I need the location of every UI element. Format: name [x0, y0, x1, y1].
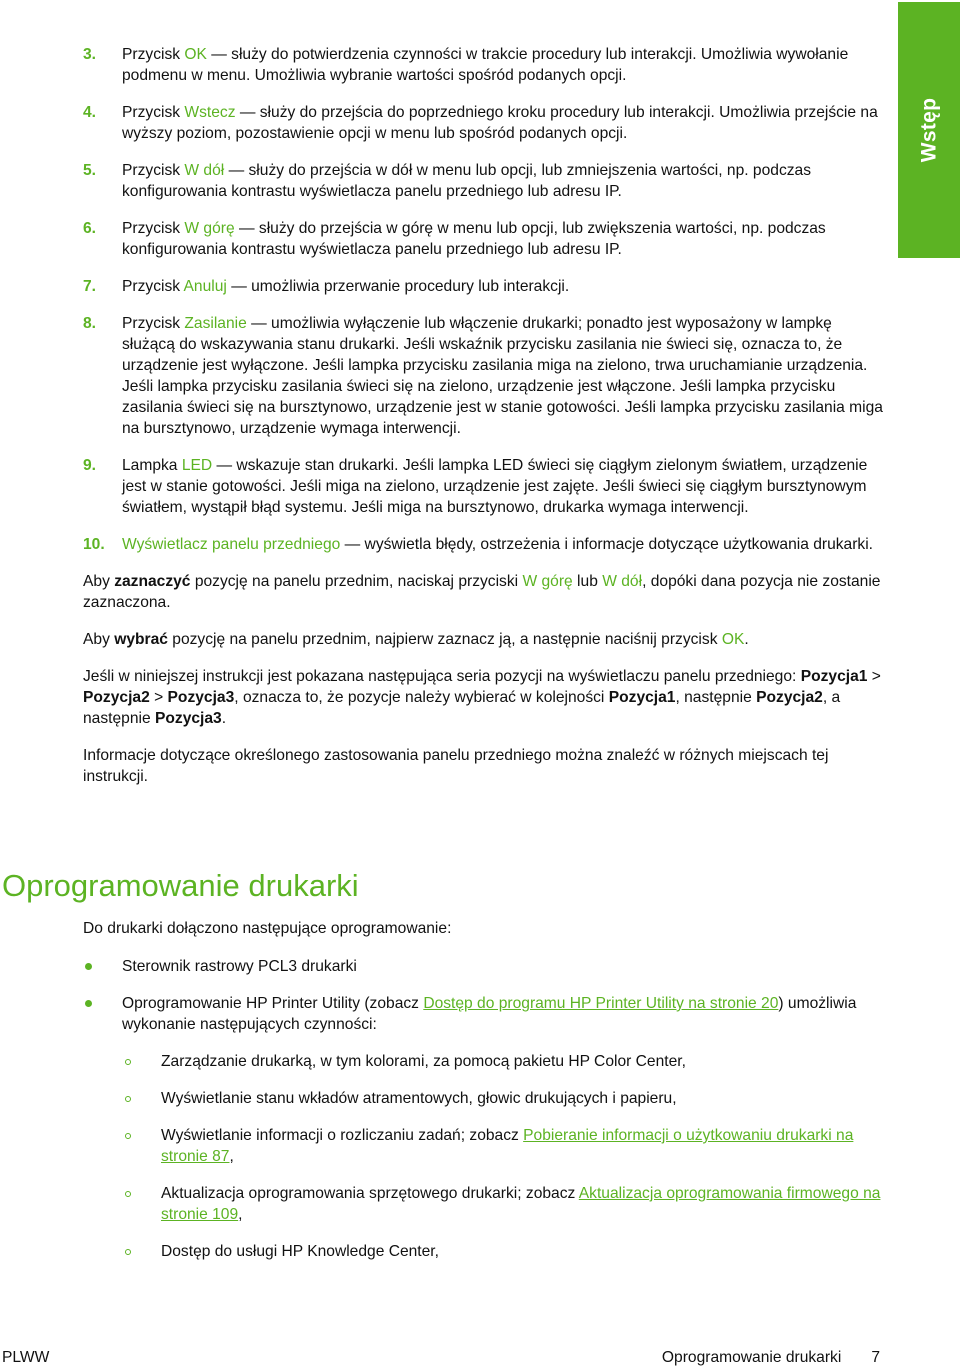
list-item [83, 44, 883, 86]
text-run: . [744, 631, 749, 648]
text-run: Przycisk [122, 162, 185, 179]
bold-term: wybrać [114, 631, 168, 648]
sub-bullet-text [161, 1241, 883, 1262]
item-text [122, 313, 883, 439]
paragraph [83, 629, 883, 650]
text-run: Informacje dotyczące określonego zastosowania panelu przedniego można znaleźć w różnych miejscach tej instrukcji. [83, 747, 829, 785]
text-run: , dopóki dana pozycja nie zostanie zaznaczona. [83, 573, 881, 611]
ui-term: W górę [184, 220, 235, 237]
bold-term: Pozycja2 [83, 689, 150, 706]
text-run: Aktualizacja oprogramowania sprzętowego drukarki; zobacz [161, 1185, 579, 1202]
item-text [122, 102, 883, 144]
text-run: Dostęp do usługi HP Knowledge Center, [161, 1243, 439, 1260]
section-heading: Oprogramowanie drukarki [2, 868, 359, 903]
item-number: 9. [83, 457, 97, 474]
text-run: Przycisk [122, 315, 185, 332]
ui-term: Wstecz [184, 104, 236, 121]
sub-bullet-item [122, 1241, 883, 1262]
software-bullet-list [83, 956, 883, 1294]
software-intro: Do drukarki dołączono następujące oprogramowanie: [83, 920, 452, 937]
text-run: — służy do potwierdzenia czynności w trakcie procedury lub interakcji. Umożliwia wywołanie podmenu w menu. Umożliwia wybranie wartości spośród podanych opcji. [122, 46, 849, 84]
bold-term: zaznaczyć [114, 573, 191, 590]
cross-reference-link[interactable]: Pobieranie informacji o użytkowaniu drukarki na stronie 87 [161, 1127, 854, 1165]
list-item [83, 160, 883, 202]
sub-bullet-list [122, 1051, 883, 1262]
paragraph [83, 666, 883, 729]
text-run: — umożliwia przerwanie procedury lub interakcji. [226, 278, 570, 295]
text-run: Aby [83, 573, 115, 590]
sub-bullet-item [122, 1088, 883, 1109]
hollow-bullet-icon [122, 1088, 161, 1109]
text-run: , [238, 1206, 243, 1223]
ui-term: Zasilanie [184, 315, 247, 332]
text-run: , a następnie [83, 689, 841, 727]
bold-term: Pozycja1 [608, 689, 676, 706]
item-text [122, 455, 883, 518]
bold-term: Pozycja3 [167, 689, 235, 706]
text-run: lub [572, 573, 603, 590]
text-run: — służy do przejścia do poprzedniego kroku procedury lub interakcji. Umożliwia przejście na wyższy poziom, pozostawienie opcji w menu lub spośród podanych opcji. [122, 104, 878, 142]
ui-term: Anuluj [183, 278, 227, 295]
text-run: , następnie [675, 689, 757, 706]
bold-term: Pozycja1 [800, 668, 868, 685]
text-run: — służy do przejścia w górę w menu lub opcji, lub zwiększenia wartości, np. podczas konfigurowania kontrastu wyświetlacza panelu przedniego lub adresu IP. [122, 220, 826, 258]
text-run: — wyświetla błędy, ostrzeżenia i informacje dotyczące użytkowania drukarki. [340, 536, 874, 553]
bold-term: Pozycja3 [154, 710, 222, 727]
text-run: , [229, 1148, 234, 1165]
item-number: 7. [83, 278, 97, 295]
text-run: pozycję na panelu przednim, najpierw zaznacz ją, a następnie naciśnij przycisk [167, 631, 722, 648]
ui-term: W górę [522, 573, 573, 590]
bullet-item [83, 956, 883, 977]
paragraph [83, 571, 883, 613]
text-run: Wyświetlanie stanu wkładów atramentowych, głowic drukujących i papieru, [161, 1090, 677, 1107]
body-text [83, 44, 883, 803]
text-run: Wyświetlanie informacji o rozliczaniu zadań; zobacz [161, 1127, 524, 1144]
sub-bullet-text [161, 1183, 883, 1225]
numbered-list [83, 44, 883, 555]
sub-bullet-text [161, 1051, 883, 1072]
item-number: 4. [83, 104, 97, 121]
paragraphs [83, 571, 883, 787]
text-run: Lampka [122, 457, 182, 474]
bold-term: Pozycja2 [756, 689, 823, 706]
list-item [83, 218, 883, 260]
text-run: Aby [83, 631, 115, 648]
text-run: Oprogramowanie HP Printer Utility (zobacz [122, 995, 424, 1012]
text-run: ) umożliwia wykonanie następujących czynności: [122, 995, 857, 1033]
list-item [83, 102, 883, 144]
text-run: pozycję na panelu przednim, naciskaj przyciski [190, 573, 523, 590]
paragraph [83, 745, 883, 787]
item-text [122, 160, 883, 202]
text-run: > [149, 689, 168, 706]
text-run: Przycisk [122, 278, 184, 295]
ui-term: Wyświetlacz panelu przedniego [122, 536, 341, 553]
hollow-bullet-icon [122, 1183, 161, 1225]
cross-reference-link[interactable]: Dostęp do programu HP Printer Utility na stronie 20 [423, 995, 779, 1012]
list-item [83, 313, 883, 439]
item-text [122, 276, 883, 297]
item-number: 8. [83, 315, 97, 332]
sub-bullet-text [161, 1088, 883, 1109]
hollow-bullet-icon [122, 1125, 161, 1167]
list-item [83, 534, 883, 555]
hollow-bullet-icon [122, 1241, 161, 1262]
list-item [83, 276, 883, 297]
ui-term: OK [721, 631, 745, 648]
ui-term: OK [184, 46, 207, 63]
bullet-dot-icon [83, 956, 122, 977]
text-run: Przycisk [122, 220, 185, 237]
sub-bullet-item [122, 1051, 883, 1072]
bullet-text: Sterownik rastrowy PCL3 drukarki [122, 958, 357, 975]
page-number: 7 [871, 1349, 880, 1366]
text-run: Zarządzanie drukarką, w tym kolorami, za pomocą pakietu HP Color Center, [161, 1053, 686, 1070]
item-number: 3. [83, 46, 97, 63]
ui-term: LED [181, 457, 213, 474]
text-run: . [221, 710, 227, 727]
item-number: 5. [83, 162, 97, 179]
bullet-text [122, 993, 883, 1035]
list-item [83, 455, 883, 518]
item-number: 10. [83, 536, 105, 553]
section-tab-label: Wstęp [917, 97, 940, 163]
sub-bullet-item [122, 1183, 883, 1225]
text-run: > [867, 668, 881, 685]
item-text [122, 218, 883, 260]
footer-right [662, 1348, 880, 1368]
item-text [122, 44, 883, 86]
text-run: — umożliwia wyłączenie lub włączenie drukarki; ponadto jest wyposażony w lampkę służącą do wskazywania stanu drukarki. Jeśli wskaźnik przycisku zasilania nie świeci się, oznacza to, że urządzenie jest wyłączone. Jeśli lampka przycisku zasilania miga na zielono, trwa uruchamianie urządzenia. Jeśli lampka przycisku zasilania świeci się na zielono, urządzenie jest włączone. Jeśli lampka przycisku zasilania świeci się na bursztynowo, urządzenie jest w stanie gotowości. Jeśli lampka przycisku zasilania miga na bursztynowo, urządzenie wymaga interwencji. [122, 315, 883, 437]
section-tab [898, 2, 960, 258]
footer-section: Oprogramowanie drukarki [661, 1349, 842, 1366]
item-text [122, 534, 883, 555]
sub-bullet-text [161, 1125, 883, 1167]
ui-term: W dół [184, 162, 225, 179]
text-run: — służy do przejścia w dół w menu lub opcji, lub zmniejszenia wartości, np. podczas konfigurowania kontrastu wyświetlacza panelu przedniego lub adresu IP. [122, 162, 812, 200]
text-run: Przycisk [122, 46, 185, 63]
text-run: , oznacza to, że pozycje należy wybierać w kolejności [234, 689, 609, 706]
cross-reference-link[interactable]: Aktualizacja oprogramowania firmowego na stronie 109 [161, 1185, 881, 1223]
item-number: 6. [83, 220, 97, 237]
hollow-bullet-icon [122, 1051, 161, 1072]
text-run: — wskazuje stan drukarki. Jeśli lampka LED świeci się ciągłym zielonym światłem, urządzenie jest w stanie gotowości. Jeśli miga na zielono, urządzenie jest zajęte. Jeśli świeci się ciągłym bursztynowym światłem, wystąpił błąd systemu. Jeśli miga na bursztynowo, drukarka wymaga interwencji. [122, 457, 868, 516]
bullet-item [83, 993, 883, 1278]
sub-bullet-item [122, 1125, 883, 1167]
ui-term: W dół [602, 573, 643, 590]
bullet-dot-icon [83, 993, 122, 1278]
text-run: Przycisk [122, 104, 185, 121]
text-run: Jeśli w niniejszej instrukcji jest pokazana następująca seria pozycji na wyświetlaczu panelu przedniego: [83, 668, 801, 685]
footer-left: PLWW [2, 1349, 50, 1366]
